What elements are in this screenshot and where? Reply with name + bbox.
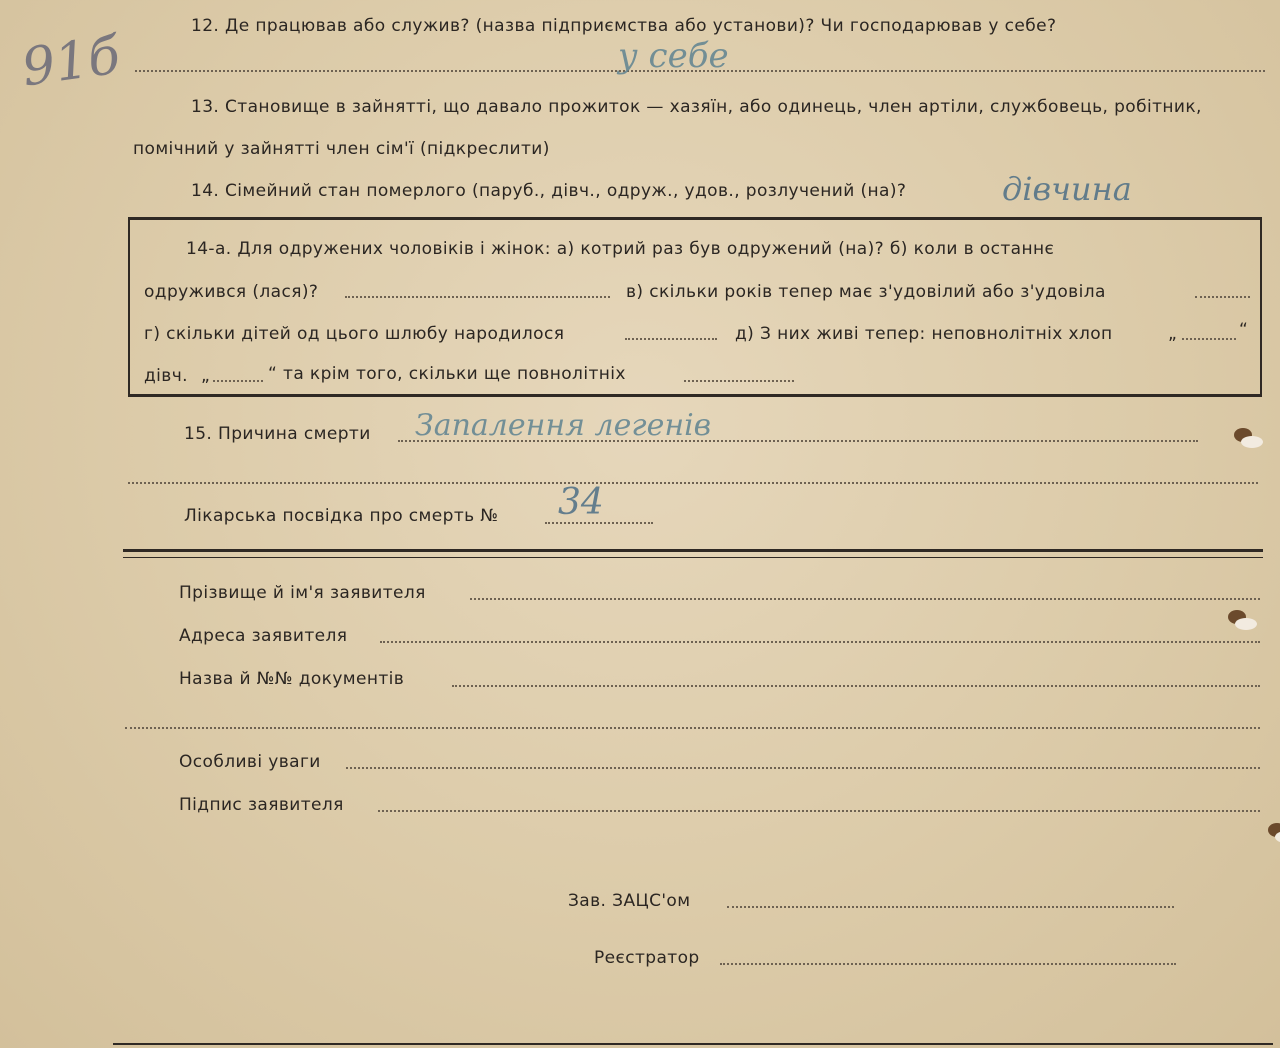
q14a-line1: 14-а. Для одружених чоловіків і жінок: а) котрий раз був одружений (на)? б) коли в останнє: [186, 239, 1055, 259]
applicant-documents-label: Назва й №№ документів: [179, 669, 405, 689]
registrar-label: Реєстратор: [594, 948, 700, 968]
applicant-signature-label: Підпис заявителя: [179, 795, 344, 815]
q14a-line4-open-quote: „: [201, 366, 211, 386]
applicant-notes-line: [346, 767, 1260, 769]
q14a-adults-line: [684, 380, 794, 382]
q14a-girls-line: [213, 380, 263, 382]
zags-head-label: Зав. ЗАЦС'ом: [568, 891, 691, 911]
zags-head-signature-line: [727, 906, 1174, 908]
q14a-line3-close-quote: “: [1239, 320, 1249, 340]
q13-line1: 13. Становище в зайнятті, що давало прожиток — хазяїн, або одинець, член артіли, службовець, робітник,: [191, 97, 1202, 117]
q14a-line2-right: в) скільки років тепер має з'удовілий або з'удовіла: [626, 282, 1106, 302]
q15-second-line: [128, 482, 1258, 484]
applicant-address-line: [380, 641, 1260, 643]
q14a-boys-line: [1182, 338, 1236, 340]
q14a-remarried-line: [345, 296, 610, 298]
applicant-name-line: [470, 598, 1260, 600]
q14a-line2-left: одружився (лася)?: [144, 282, 319, 302]
bottom-rule: [113, 1043, 1273, 1045]
applicant-notes-label: Особливі уваги: [179, 752, 321, 772]
q12-answer: у себе: [618, 36, 729, 76]
binding-hole-1: [1234, 428, 1252, 442]
q14a-line3-right: д) З них живі тепер: неповнолітніх хлоп: [735, 324, 1113, 344]
applicant-signature-line: [378, 810, 1260, 812]
q13-line2: помічний у зайнятті член сім'ї (підкреслити): [133, 139, 550, 159]
q15-answer: Запалення легенів: [415, 408, 712, 443]
margin-archive-note: 91б: [18, 25, 124, 99]
q14a-line3-left: г) скільки дітей од цього шлюбу народилося: [144, 324, 565, 344]
applicant-name-label: Прізвище й ім'я заявителя: [179, 583, 426, 603]
section-divider-thin: [123, 557, 1263, 558]
q14a-children-line: [625, 338, 717, 340]
binding-hole-2: [1228, 610, 1246, 624]
q12-label: 12. Де працював або служив? (назва підприємства або установи)? Чи господарював у себе?: [191, 16, 1057, 36]
q14-answer: дівчина: [1002, 170, 1132, 208]
certificate-label: Лікарська посвідка про смерть №: [184, 506, 499, 526]
applicant-documents-line-2: [125, 727, 1260, 729]
certificate-number: 34: [558, 482, 604, 523]
q14a-line4-right: “ та крім того, скільки ще повнолітніх: [268, 364, 626, 384]
q15-label: 15. Причина смерти: [184, 424, 371, 444]
registrar-signature-line: [720, 963, 1176, 965]
section-divider-thick: [123, 549, 1263, 552]
q14a-line4-left: дівч.: [144, 366, 188, 386]
applicant-documents-line: [452, 685, 1260, 687]
applicant-address-label: Адреса заявителя: [179, 626, 348, 646]
binding-hole-3: [1268, 823, 1280, 837]
q14a-widowed-years-line: [1195, 296, 1250, 298]
q14a-line3-open-quote: „: [1168, 324, 1178, 344]
q14-label: 14. Сімейний стан померлого (паруб., дівч., одруж., удов., розлучений (на)?: [191, 181, 907, 201]
